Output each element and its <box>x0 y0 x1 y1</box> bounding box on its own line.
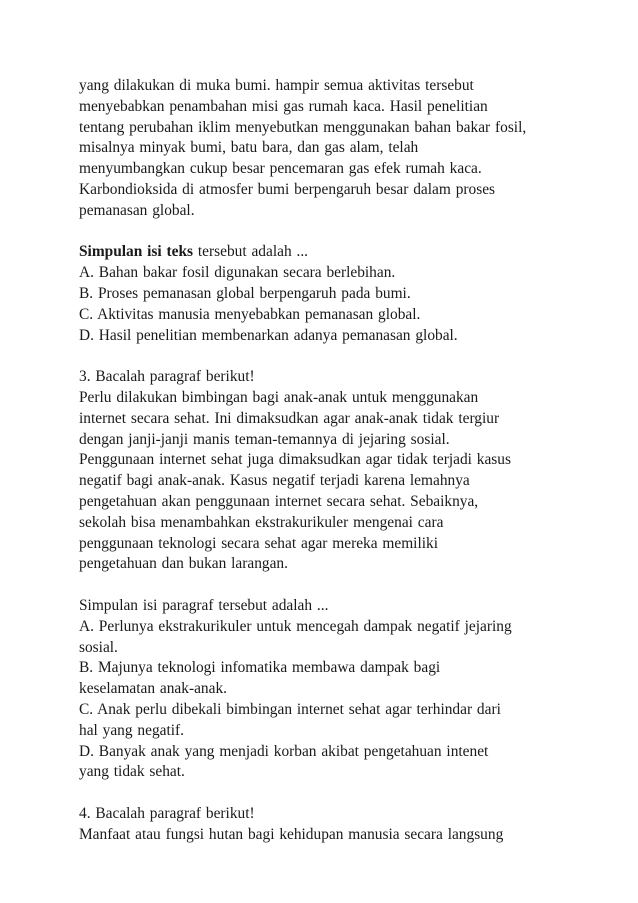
paragraph-line: pengetahuan akan penggunaan internet secara sehat. Sebaiknya, <box>79 492 479 510</box>
paragraph-line: Penggunaan internet sehat juga dimaksudkan agar tidak terjadi kasus <box>79 451 511 469</box>
answer-option-line: yang tidak sehat. <box>79 763 185 781</box>
question-2 <box>79 242 569 346</box>
question-heading: 4. Bacalah paragraf berikut! <box>79 804 255 822</box>
answer-option-d: D. Hasil penelitian membenarkan adanya pemanasan global. <box>79 326 458 344</box>
paragraph-line: Manfaat atau fungsi hutan bagi kehidupan manusia secara langsung <box>79 825 504 843</box>
paragraph-line: internet secara sehat. Ini dimaksudkan agar anak-anak tidak tergiur <box>79 409 500 427</box>
question-prompt: Simpulan isi paragraf tersebut adalah ... <box>79 596 329 614</box>
answer-option-c: C. Aktivitas manusia menyebabkan pemanasan global. <box>79 305 421 323</box>
passage-line: menyebabkan penambahan misi gas rumah kaca. Hasil penelitian <box>79 97 488 115</box>
paragraph-line: negatif bagi anak-anak. Kasus negatif terjadi karena lemahnya <box>79 472 470 490</box>
paragraph-gap <box>79 575 569 596</box>
answer-option-a: A. Bahan bakar fosil digunakan secara berlebihan. <box>79 264 396 282</box>
passage-continuation <box>79 76 569 222</box>
answer-option-line: keselamatan anak-anak. <box>79 680 227 698</box>
answer-option-line: C. Anak perlu dibekali bimbingan internet sehat agar terhindar dari <box>79 700 501 718</box>
prompt-text: tersebut adalah ... <box>193 243 309 261</box>
answer-option-line: D. Banyak anak yang menjadi korban akibat pengetahuan intenet <box>79 742 489 760</box>
answer-option-line: B. Majunya teknologi infomatika membawa dampak bagi <box>79 659 441 677</box>
paragraph-line: penggunaan teknologi secara sehat agar mereka memiliki <box>79 534 438 552</box>
question-prompt <box>79 242 569 263</box>
question-3 <box>79 367 569 783</box>
question-4 <box>79 804 569 846</box>
passage-line: menyumbangkan cukup besar pencemaran gas efek rumah kaca. <box>79 160 482 178</box>
answer-option-line: sosial. <box>79 638 118 656</box>
answer-option-line: hal yang negatif. <box>79 721 184 739</box>
paragraph-gap <box>79 783 569 804</box>
paragraph-line: pengetahuan dan bukan larangan. <box>79 555 288 573</box>
answer-option-b: B. Proses pemanasan global berpengaruh pada bumi. <box>79 284 411 302</box>
prompt-bold-text: Simpulan isi teks <box>79 243 194 261</box>
passage-line: yang dilakukan di muka bumi. hampir semua aktivitas tersebut <box>79 77 474 94</box>
document-text <box>79 76 569 845</box>
paragraph-gap <box>79 346 569 367</box>
passage-line: tentang perubahan iklim menyebutkan menggunakan bahan bakar fosil, <box>79 118 527 136</box>
paragraph-line: sekolah bisa menambahkan ekstrakurikuler mengenai cara <box>79 513 444 531</box>
paragraph-gap <box>79 222 569 243</box>
question-heading: 3. Bacalah paragraf berikut! <box>79 368 255 386</box>
paragraph-line: Perlu dilakukan bimbingan bagi anak-anak untuk menggunakan <box>79 388 479 406</box>
answer-option-line: A. Perlunya ekstrakurikuler untuk mencegah dampak negatif jejaring <box>79 617 512 635</box>
paragraph-line: dengan janji-janji manis teman-temannya di jejaring sosial. <box>79 430 450 448</box>
passage-line: misalnya minyak bumi, batu bara, dan gas alam, telah <box>79 139 419 157</box>
passage-line: Karbondioksida di atmosfer bumi berpengaruh besar dalam proses <box>79 180 496 198</box>
passage-line: pemanasan global. <box>79 201 195 219</box>
